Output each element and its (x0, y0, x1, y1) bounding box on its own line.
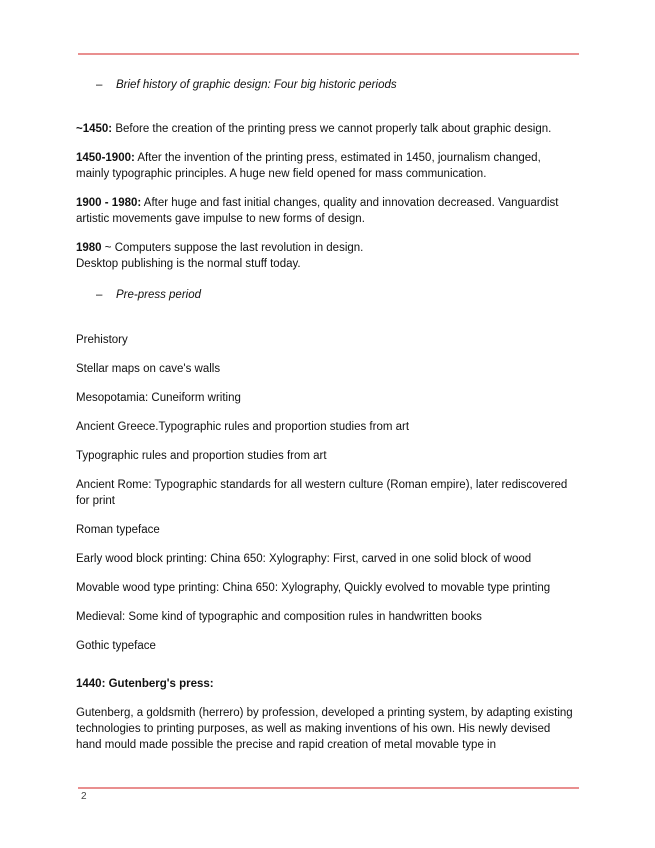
period-paragraph (76, 121, 576, 137)
dash-bullet-icon: – (96, 289, 103, 301)
list-item: Stellar maps on cave's walls (76, 363, 221, 375)
list-item: Movable wood type printing: China 650: Xylography, Quickly evolved to movable type printing (76, 582, 551, 594)
period-paragraph (76, 195, 576, 227)
page-content (76, 77, 576, 753)
list-item: Medieval: Some kind of typographic and composition rules in handwritten books (76, 611, 482, 623)
period-label: 1450-1900: (76, 152, 135, 164)
history-bullet-text: Brief history of graphic design: Four big historic periods (116, 79, 397, 91)
list-item: Mesopotamia: Cuneiform writing (76, 392, 241, 404)
list-item: Typographic rules and proportion studies from art (76, 450, 327, 462)
list-item: Ancient Rome: Typographic standards for all western culture (Roman empire), later rediscovered for print (76, 479, 568, 507)
period-label: ~1450: (76, 123, 113, 135)
prepress-bullet-text: Pre-press period (116, 289, 202, 301)
gutenberg-heading-text: 1440: Gutenberg's press: (76, 678, 214, 690)
period-text: After the invention of the printing press, estimated in 1450, journalism changed, mainly typographic principles. A huge new field opened for mass communication. (76, 152, 541, 180)
page-number: 2 (81, 791, 87, 802)
period-label: 1980 (76, 242, 102, 254)
period-paragraph (76, 150, 576, 182)
period-text-line2: Desktop publishing is the normal stuff today. (76, 258, 301, 270)
list-item: Roman typeface (76, 524, 160, 536)
prepress-bullet (76, 287, 576, 303)
list-item: Early wood block printing: China 650: Xylography: First, carved in one solid block of wood (76, 553, 532, 565)
list-item: Ancient Greece.Typographic rules and proportion studies from art (76, 421, 410, 433)
gutenberg-heading (76, 676, 576, 692)
list-item: Prehistory (76, 334, 128, 346)
history-bullet (76, 77, 576, 93)
footer-rule (78, 787, 579, 789)
period-text: Before the creation of the printing press we cannot properly talk about graphic design. (112, 123, 552, 135)
list-item: Gothic typeface (76, 640, 156, 652)
period-text: ~ Computers suppose the last revolution in design. (101, 242, 364, 254)
gutenberg-paragraph: Gutenberg, a goldsmith (herrero) by profession, developed a printing system, by adapting existing technologies to printing purposes, as well as making inventions of his own. His newly devised hand mould made possible the precise and rapid creation of metal movable type in (76, 707, 573, 751)
dash-bullet-icon: – (96, 79, 103, 91)
period-text: After huge and fast initial changes, quality and innovation decreased. Vanguardist artistic movements gave impulse to new forms of design. (76, 197, 559, 225)
period-paragraph (76, 240, 576, 272)
header-rule (78, 53, 579, 55)
period-label: 1900 - 1980: (76, 197, 142, 209)
